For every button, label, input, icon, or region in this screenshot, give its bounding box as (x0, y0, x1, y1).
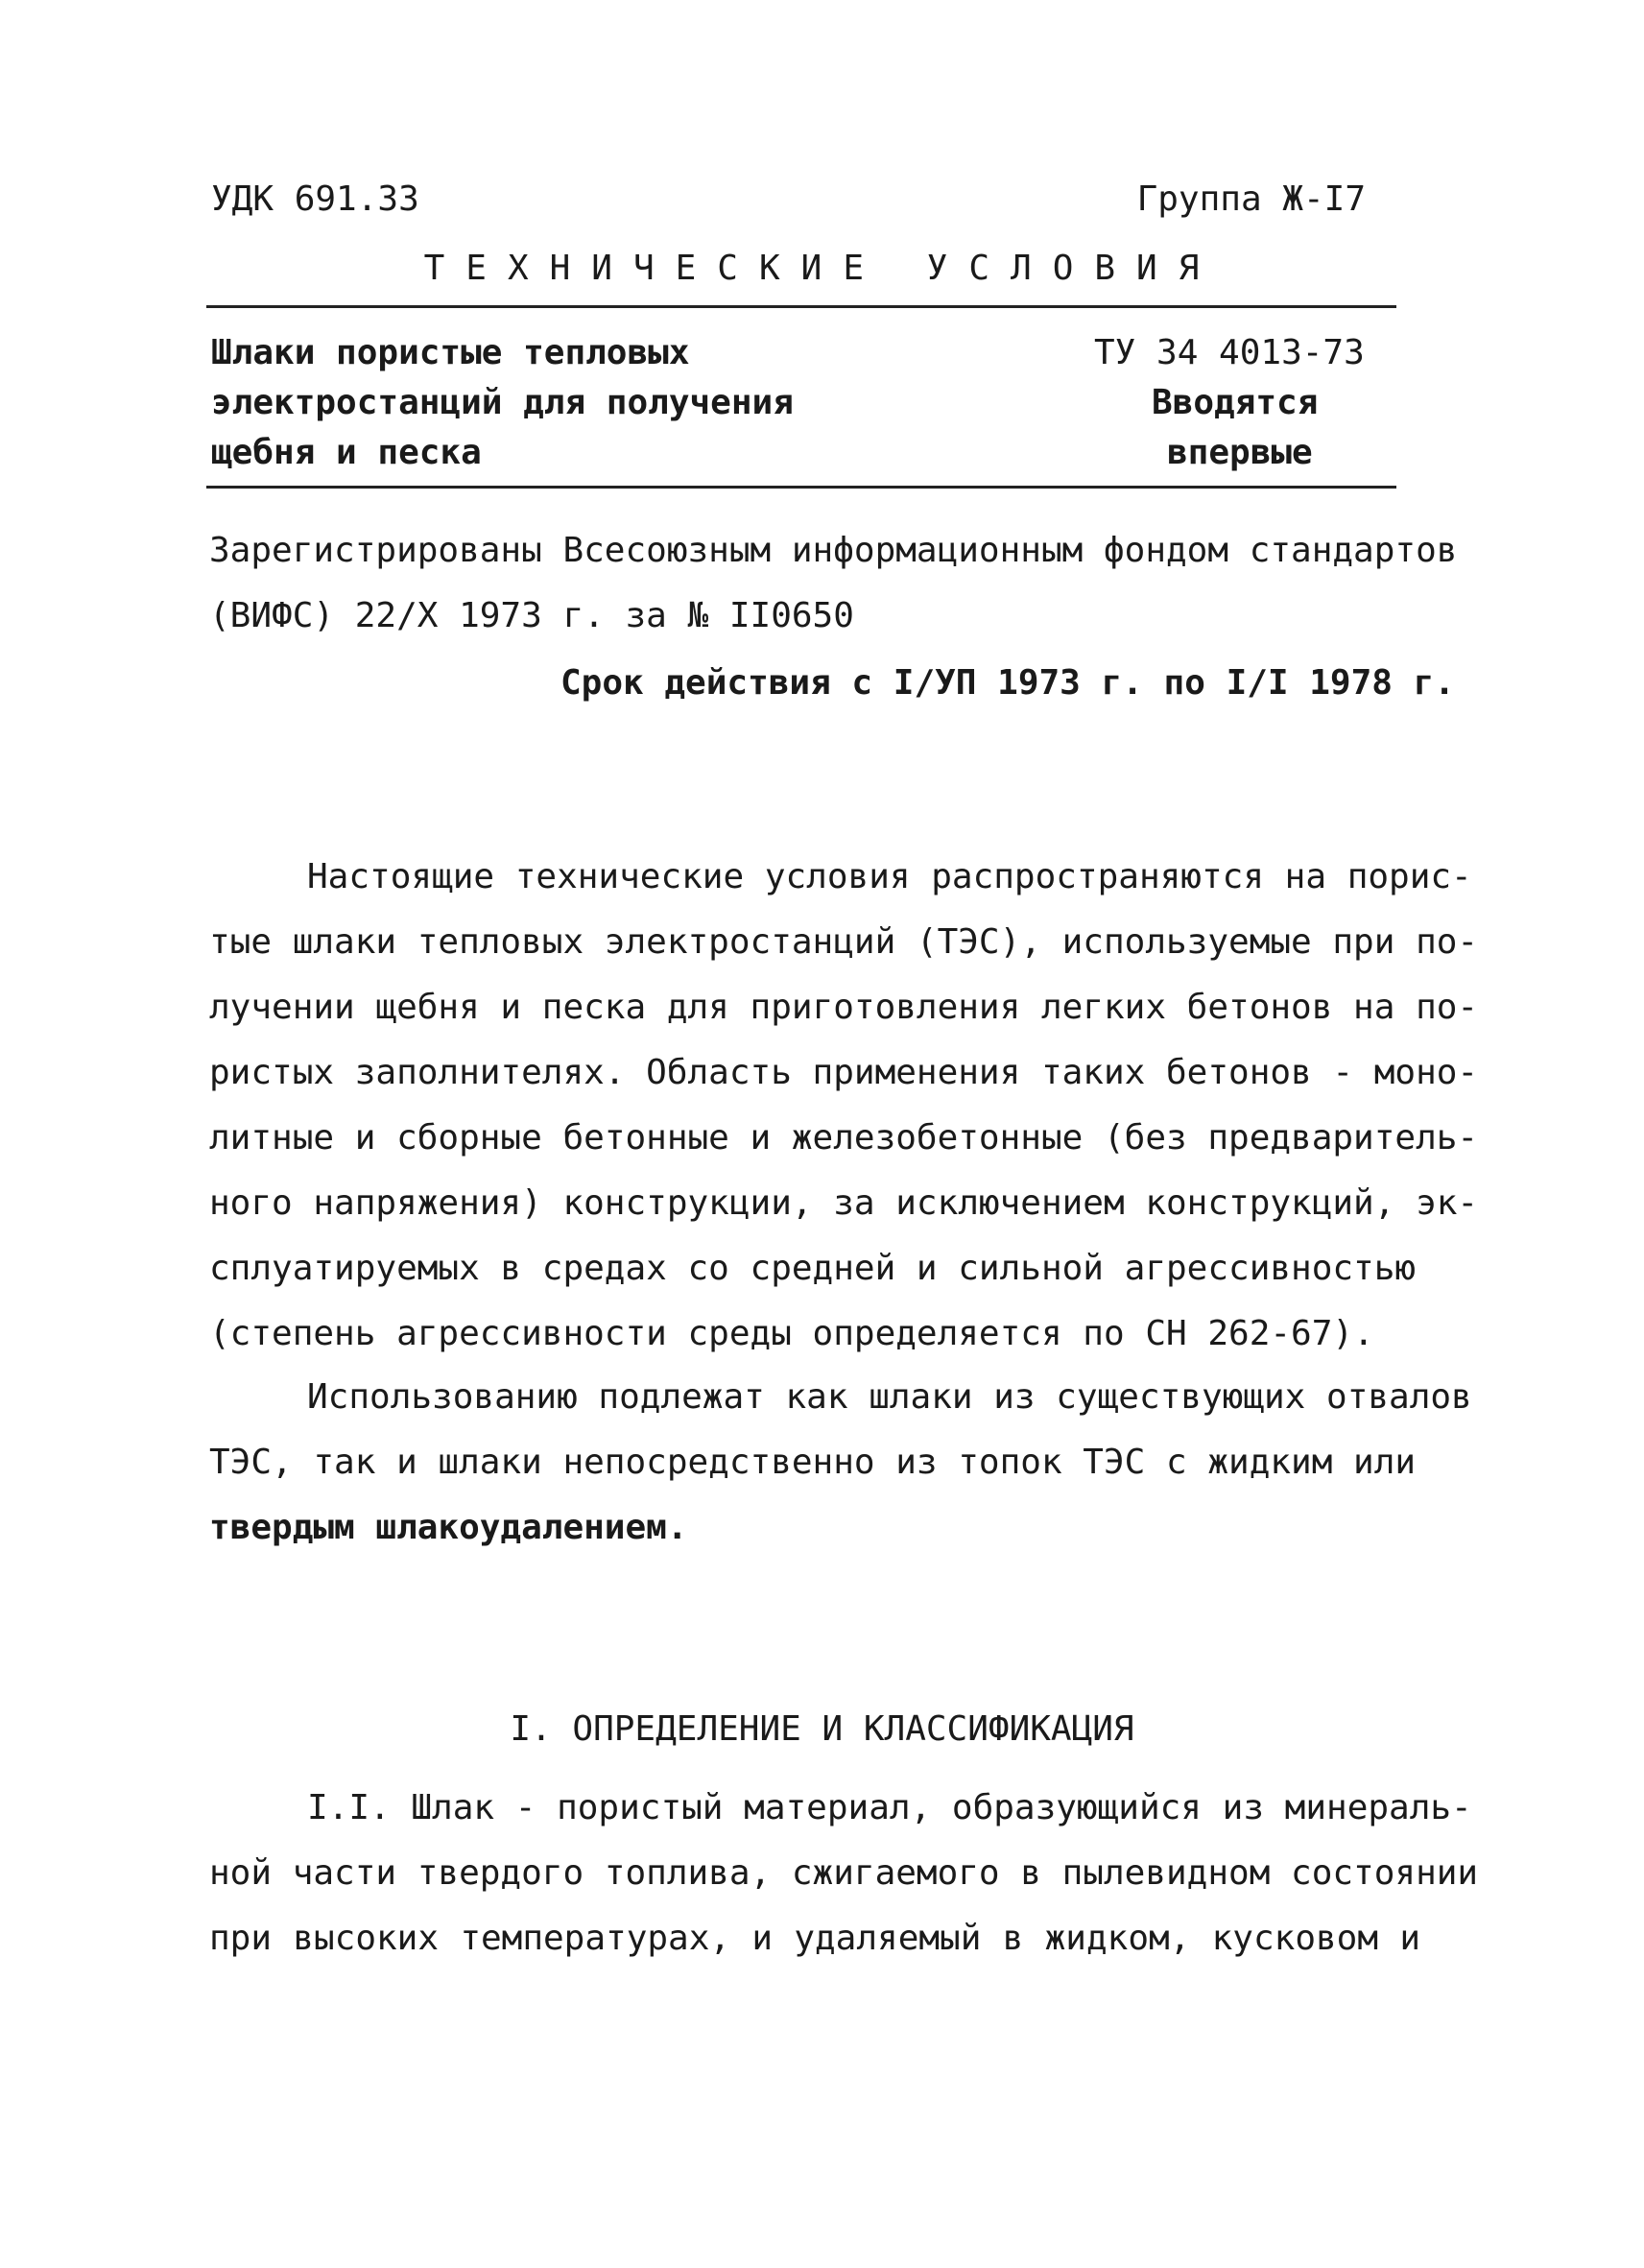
doc-title-line: Шлаки пористые тепловых (211, 333, 690, 372)
intro-paragraph-line: Настоящие технические условия распространяются на порис- (307, 857, 1472, 896)
group-code: Группа Ж-I7 (1136, 179, 1366, 219)
intro-paragraph-line: Использованию подлежат как шлаки из существующих отвалов (307, 1377, 1472, 1417)
registration-line: (ВИФС) 22/Х 1973 г. за № II0650 (209, 596, 854, 635)
intro-paragraph-line: лучении щебня и песка для приготовления легких бетонов на по- (209, 988, 1479, 1027)
doc-title-line: электростанций для получения (211, 383, 794, 422)
standard-code: ТУ 34 4013-73 (1094, 333, 1365, 372)
validity-period: Срок действия с I/УП 1973 г. по I/I 1978 г. (560, 663, 1455, 703)
intro-paragraph-line: ристых заполнителях. Область применения таких бетонов - моно- (209, 1053, 1479, 1092)
intro-paragraph-line: ТЭС, так и шлаки непосредственно из топок ТЭС с жидким или (209, 1443, 1417, 1482)
udc-code: УДК 691.33 (211, 179, 419, 219)
section-heading: I. ОПРЕДЕЛЕНИЕ И КЛАССИФИКАЦИЯ (510, 1709, 1134, 1749)
intro-paragraph-line: (степень агрессивности среды определяется по СН 262-67). (209, 1314, 1374, 1353)
intro-paragraph-line: твердым шлакоудалением. (209, 1508, 688, 1547)
status-line: Вводятся (1152, 383, 1319, 422)
doc-type-title: ТЕХНИЧЕСКИЕ УСЛОВИЯ (423, 249, 1221, 288)
status-line: впервые (1167, 433, 1313, 472)
bottom-rule (206, 486, 1396, 489)
top-rule (206, 305, 1396, 308)
doc-title-line: щебня и песка (211, 433, 482, 472)
intro-paragraph-line: ного напряжения) конструкции, за исключением конструкций, эк- (209, 1183, 1479, 1223)
intro-paragraph-line: тые шлаки тепловых электростанций (ТЭС), используемые при по- (209, 922, 1479, 962)
clause-line: при высоких температурах, и удаляемый в жидком, кусковом и (209, 1919, 1420, 1958)
clause-line: ной части твердого топлива, сжигаемого в пылевидном состоянии (209, 1853, 1479, 1893)
intro-paragraph-line: сплуатируемых в средах со средней и сильной агрессивностью (209, 1249, 1417, 1288)
clause-line: I.I. Шлак - пористый материал, образующийся из минераль- (307, 1788, 1472, 1827)
registration-line: Зарегистрированы Всесоюзным информационным фондом стандартов (209, 531, 1458, 570)
intro-paragraph-line: литные и сборные бетонные и железобетонные (без предваритель- (209, 1118, 1479, 1158)
